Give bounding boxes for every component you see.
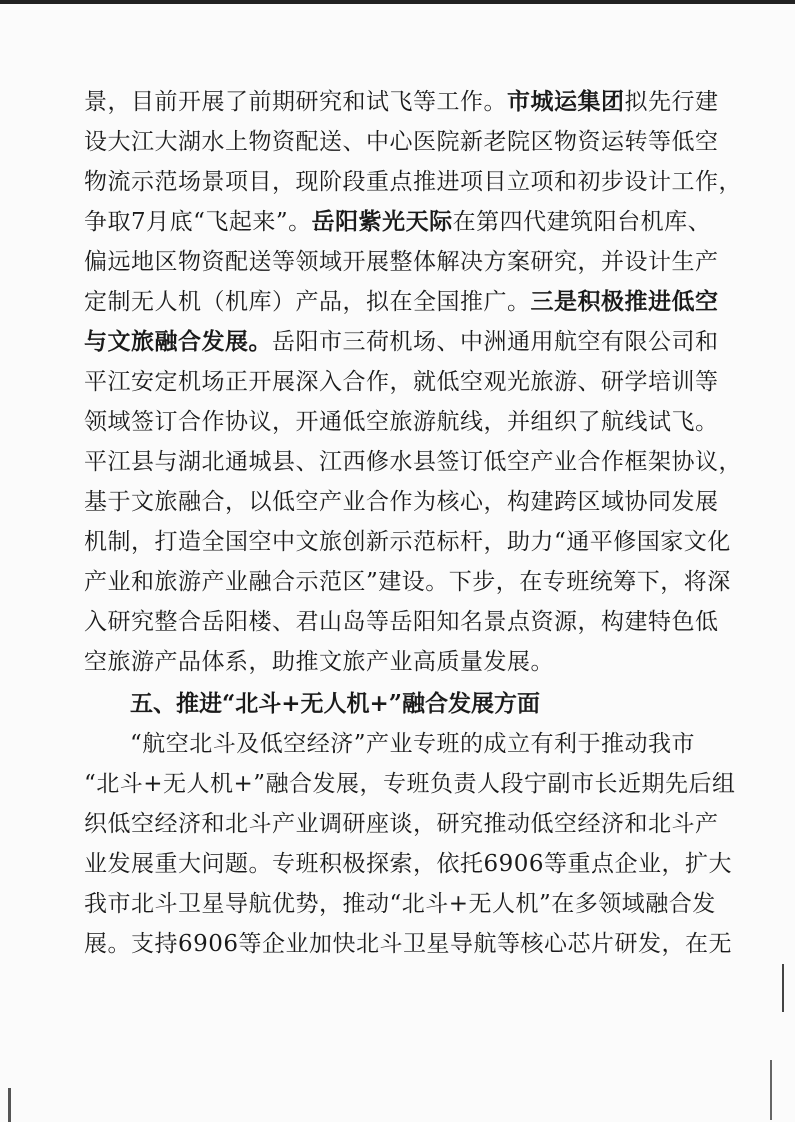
document-page bbox=[84, 82, 742, 964]
text-line bbox=[84, 322, 719, 362]
bold-text-segment: 市城运集团 bbox=[507, 88, 625, 115]
text-line bbox=[84, 122, 719, 162]
text-line bbox=[84, 202, 712, 242]
text-segment: 领域签订合作协议，开通低空旅游航线，并组织了航线试飞。 bbox=[84, 409, 719, 435]
text-segment: 基于文旅融合，以低空产业合作为核心，构建跨区域协同发展 bbox=[84, 489, 719, 515]
text-segment: 偏远地区物资配送等领域开展整体解决方案研究，并设计生产 bbox=[84, 249, 719, 275]
text-line bbox=[84, 162, 742, 202]
text-segment: 入研究整合岳阳楼、君山岛等岳阳知名景点资源，构建特色低 bbox=[84, 609, 719, 635]
text-line bbox=[84, 82, 719, 122]
bold-text-segment: 岳阳紫光天际 bbox=[311, 208, 453, 235]
scan-mark-left bbox=[8, 1088, 11, 1122]
text-line bbox=[84, 402, 719, 442]
text-line bbox=[84, 282, 719, 322]
text-line bbox=[84, 522, 731, 562]
text-segment: 在第四代建筑阳台机库、 bbox=[452, 209, 712, 235]
paragraph-beidou-drone bbox=[84, 724, 736, 964]
text-segment: 平江安定机场正开展深入合作，就低空观光旅游、研学培训等 bbox=[84, 369, 719, 395]
scan-edge-top bbox=[0, 0, 795, 4]
text-segment: “北斗+无人机+”融合发展，专班负责人段宁副市长近期先后组 bbox=[84, 771, 736, 797]
bold-text-segment: 三是积极推进低空 bbox=[530, 288, 719, 315]
text-line bbox=[84, 242, 719, 282]
section-heading-beidou-drone: 五、推进“北斗+无人机+”融合发展方面 bbox=[130, 690, 541, 717]
text-segment: 物流示范场景项目，现阶段重点推进项目立项和初步设计工作， bbox=[84, 169, 742, 195]
scan-mark-right-lower bbox=[770, 1060, 772, 1120]
bold-text-segment: 与文旅融合发展。 bbox=[84, 328, 272, 355]
text-segment: 争取7月底“飞起来”。 bbox=[84, 209, 312, 235]
text-segment: 产业和旅游产业融合示范区”建设。下步，在专班统筹下，将深 bbox=[84, 569, 731, 595]
text-segment: 岳阳市三荷机场、中洲通用航空有限公司和 bbox=[272, 329, 719, 355]
text-line bbox=[84, 642, 684, 682]
text-line bbox=[84, 482, 719, 522]
text-line bbox=[84, 804, 719, 844]
text-segment: 业发展重大问题。专班积极探索，依托6906等重点企业，扩大 bbox=[84, 851, 733, 877]
text-segment: 机制，打造全国空中文旅创新示范标杆，助力“通平修国家文化 bbox=[84, 529, 731, 555]
text-line bbox=[84, 602, 719, 642]
text-line bbox=[84, 362, 719, 402]
text-segment: 拟先行建 bbox=[624, 89, 719, 115]
text-line bbox=[84, 924, 733, 964]
text-segment: 定制无人机（机库）产品，拟在全国推广。 bbox=[84, 289, 531, 315]
text-line bbox=[84, 764, 736, 804]
text-line bbox=[84, 442, 742, 482]
scan-mark-right bbox=[782, 964, 784, 1012]
text-line bbox=[84, 562, 731, 602]
text-line bbox=[84, 844, 733, 884]
text-segment: 景，目前开展了前期研究和试飞等工作。 bbox=[84, 89, 507, 115]
text-segment: 平江县与湖北通城县、江西修水县签订低空产业合作框架协议， bbox=[84, 449, 742, 475]
text-segment: 展。支持6906等企业加快北斗卫星导航等核心芯片研发，在无 bbox=[84, 931, 733, 957]
text-segment: 我市北斗卫星导航优势，推动“北斗+无人机”在多领域融合发 bbox=[84, 891, 716, 917]
text-line bbox=[84, 884, 716, 924]
text-segment: 设大江大湖水上物资配送、中心医院新老院区物资运转等低空 bbox=[84, 129, 719, 155]
text-segment: 织低空经济和北斗产业调研座谈，研究推动低空经济和北斗产 bbox=[84, 811, 719, 837]
paragraph-low-altitude-logistics-tourism bbox=[84, 82, 742, 682]
text-segment: “航空北斗及低空经济”产业专班的成立有利于推动我市 bbox=[130, 731, 696, 757]
text-segment: 空旅游产品体系，助推文旅产业高质量发展。 bbox=[84, 649, 554, 675]
text-line bbox=[84, 724, 696, 764]
